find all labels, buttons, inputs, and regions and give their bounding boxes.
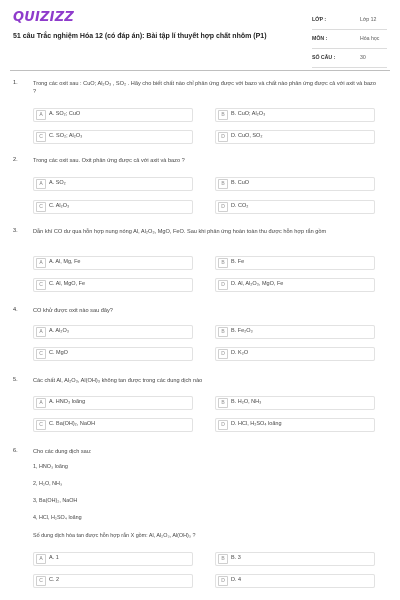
- option-letter: B: [218, 110, 228, 120]
- option-c[interactable]: [33, 130, 193, 144]
- option-letter: B: [218, 398, 228, 408]
- meta-value: Hóa học: [360, 36, 380, 42]
- question-text: Dẫn khí CO dư qua hỗn hợp nung nóng Al, Al₂O₃, MgO, FeO. Sau khi phản ứng hoàn toàn thu được hỗn hợp rắn gồm: [33, 229, 327, 235]
- meta-label: SỐ CÂU :: [312, 55, 336, 61]
- option-text: A. HNO₃ loãng: [49, 399, 86, 405]
- question-text: Trong các oxit sau : CuO; Al₂O₃ , SO₂ . Hãy cho biết chất nào chỉ phản ứng được với bazo và chất nào phản ứng được cả với axit và bazo ?: [33, 81, 376, 95]
- option-d[interactable]: [215, 347, 375, 361]
- meta-row-count: [312, 52, 387, 68]
- option-text: B. CuO; Al₂O₃: [231, 111, 266, 117]
- option-letter: A: [36, 258, 46, 268]
- question-number: 4.: [13, 307, 18, 313]
- option-letter: C: [36, 420, 46, 430]
- meta-label: LỚP :: [312, 17, 327, 23]
- meta-row-class: [312, 14, 387, 30]
- header: [0, 0, 400, 62]
- option-letter: A: [36, 179, 46, 189]
- option-letter: D: [218, 349, 228, 359]
- option-letter: C: [36, 576, 46, 586]
- option-b[interactable]: [215, 552, 375, 566]
- option-a[interactable]: [33, 396, 193, 410]
- option-c[interactable]: [33, 278, 193, 292]
- option-text: B. CuO: [231, 180, 250, 186]
- option-text: A. Al₂O₃: [49, 328, 69, 334]
- option-b[interactable]: [215, 396, 375, 410]
- option-text: C. MgO: [49, 350, 68, 356]
- option-d[interactable]: [215, 200, 375, 214]
- option-b[interactable]: [215, 325, 375, 339]
- question-text: CO khử được oxit nào sau đây?: [33, 308, 113, 314]
- option-text: B. Fe₂O₃: [231, 328, 253, 334]
- option-text: B. 3: [231, 555, 241, 561]
- option-a[interactable]: [33, 177, 193, 191]
- option-text: A. SO₂; CuO: [49, 111, 81, 117]
- page-title: 51 câu Trắc nghiệm Hóa 12 (có đáp án): Bài tập lí thuyết hợp chất nhôm (P1): [13, 33, 267, 40]
- option-d[interactable]: [215, 574, 375, 588]
- option-letter: D: [218, 280, 228, 290]
- option-letter: C: [36, 132, 46, 142]
- option-letter: B: [218, 327, 228, 337]
- option-a[interactable]: [33, 325, 193, 339]
- option-letter: D: [218, 420, 228, 430]
- option-a[interactable]: [33, 256, 193, 270]
- option-text: D. 4: [231, 577, 242, 583]
- option-text: D. HCl, H₂SO₄ loãng: [231, 421, 282, 427]
- meta-value: Lớp 12: [360, 17, 377, 23]
- option-letter: C: [36, 280, 46, 290]
- question-text: Cho các dung dịch sau:: [33, 449, 92, 455]
- meta-panel: [312, 14, 387, 71]
- option-text: C. Al₂O₃: [49, 203, 70, 209]
- option-letter: D: [218, 576, 228, 586]
- option-text: C. Ba(OH)₂, NaOH: [49, 421, 96, 427]
- question-number: 6.: [13, 448, 18, 454]
- question-text: Trong các oxit sau. Oxit phản ứng được cả với axit và bazo ?: [33, 158, 185, 164]
- question-number: 3.: [13, 228, 18, 234]
- meta-label: MÔN :: [312, 36, 328, 42]
- option-b[interactable]: [215, 108, 375, 122]
- meta-row-subject: [312, 33, 387, 49]
- statement-4: 4, HCl, H₂SO₄ loãng: [33, 515, 82, 521]
- option-text: C. 2: [49, 577, 60, 583]
- option-text: C. SO₂; Al₂O₃: [49, 133, 83, 139]
- option-text: A. Al, Mg, Fe: [49, 259, 81, 265]
- statement-1: 1, HNO₃ loãng: [33, 464, 68, 470]
- option-c[interactable]: [33, 574, 193, 588]
- header-divider: [10, 70, 390, 71]
- option-text: D. CuO, SO₂: [231, 133, 263, 139]
- question-number: 1.: [13, 80, 18, 86]
- option-letter: C: [36, 202, 46, 212]
- option-d[interactable]: [215, 130, 375, 144]
- option-letter: B: [218, 179, 228, 189]
- option-letter: B: [218, 554, 228, 564]
- option-letter: A: [36, 398, 46, 408]
- option-letter: D: [218, 202, 228, 212]
- option-text: C. Al, MgO, Fe: [49, 281, 86, 287]
- question-subtext: Số dung dịch hòa tan được hỗn hợp rắn X gồm: Al, Al₂O₃, Al(OH)₃ ?: [33, 533, 196, 539]
- option-c[interactable]: [33, 347, 193, 361]
- quizizz-logo: QUIZIZZ: [13, 10, 74, 25]
- option-text: B. H₂O, NH₃: [231, 399, 262, 405]
- option-text: B. Fe: [231, 259, 245, 265]
- option-text: A. SO₂: [49, 180, 66, 186]
- option-letter: D: [218, 132, 228, 142]
- option-c[interactable]: [33, 418, 193, 432]
- statement-3: 3, Ba(OH)₂, NaOH: [33, 498, 78, 504]
- meta-value: 30: [360, 55, 366, 61]
- option-c[interactable]: [33, 200, 193, 214]
- question-number: 2.: [13, 157, 18, 163]
- option-d[interactable]: [215, 418, 375, 432]
- question-text: Các chất Al, Al₂O₃, Al(OH)₃ không tan được trong các dung dịch nào: [33, 378, 203, 384]
- option-d[interactable]: [215, 278, 375, 292]
- option-letter: C: [36, 349, 46, 359]
- option-letter: B: [218, 258, 228, 268]
- option-letter: A: [36, 554, 46, 564]
- option-a[interactable]: [33, 552, 193, 566]
- statement-2: 2, H₂O, NH₃: [33, 481, 63, 487]
- option-b[interactable]: [215, 256, 375, 270]
- option-b[interactable]: [215, 177, 375, 191]
- option-text: D. Al, Al₂O₃, MgO, Fe: [231, 281, 284, 287]
- option-letter: A: [36, 327, 46, 337]
- question-number: 5.: [13, 377, 18, 383]
- option-text: D. CO₂: [231, 203, 249, 209]
- option-a[interactable]: [33, 108, 193, 122]
- option-text: A. 1: [49, 555, 59, 561]
- option-letter: A: [36, 110, 46, 120]
- option-text: D. K₂O: [231, 350, 249, 356]
